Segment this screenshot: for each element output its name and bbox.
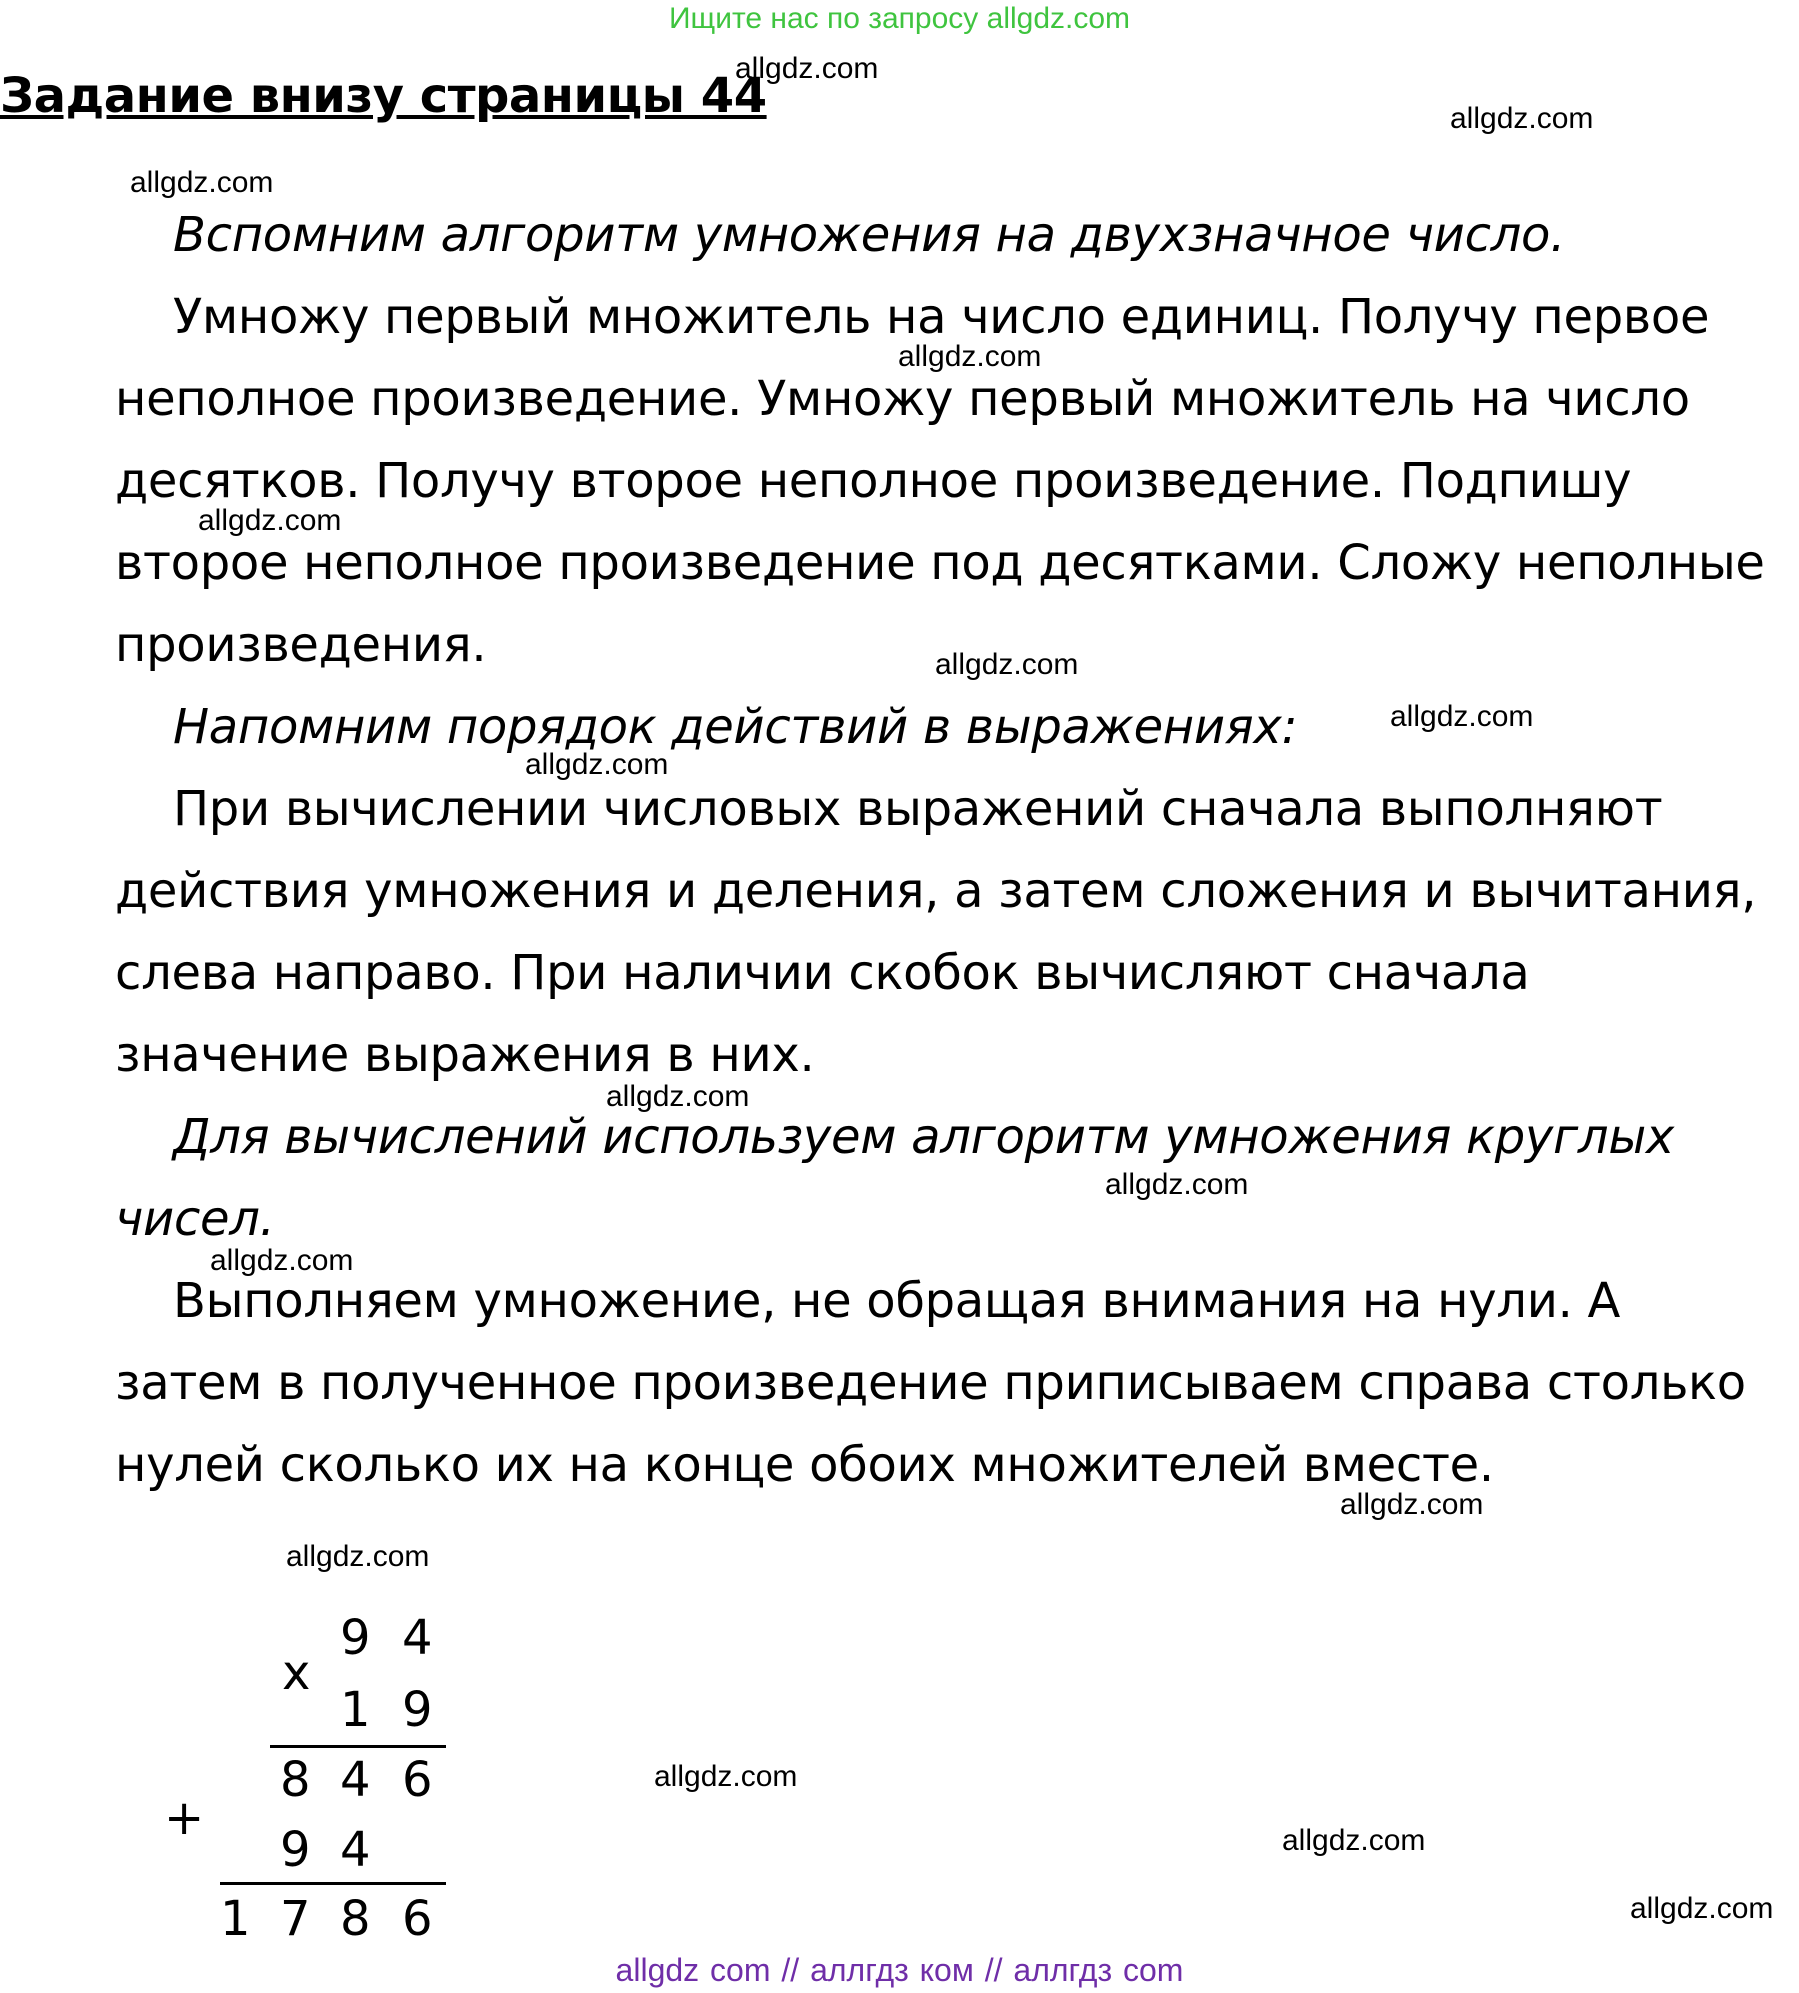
result-digit: 7 [280, 1891, 311, 1947]
watermark: allgdz.com [1340, 1488, 1484, 1521]
watermark: allgdz.com [210, 1244, 354, 1277]
factor1-digit: 9 [340, 1610, 371, 1666]
search-hint: Ищите нас по запросу allgdz.com [668, 2, 1131, 35]
watermark: allgdz.com [1630, 1892, 1774, 1925]
watermark: allgdz.com [1282, 1824, 1426, 1857]
paragraph-6: Выполняем умножение, не обращая внимания на нули. А затем в полученное произведение приписываем справа столько нулей сколько их на конце обоих множителей вместе. [115, 1273, 1746, 1493]
result-digit: 6 [402, 1891, 433, 1947]
watermark: allgdz.com [286, 1540, 430, 1573]
page-title: Задание внизу страницы 44 [0, 68, 767, 124]
paragraph-5: Для вычислений используем алгоритм умножения круглых чисел. [115, 1109, 1675, 1247]
rule-line [270, 1745, 446, 1748]
result-digit: 1 [220, 1891, 251, 1947]
watermark: allgdz.com [1450, 102, 1594, 135]
paragraph-4: При вычислении числовых выражений сначала выполняют действия умножения и деления, а затем сложения и вычитания, слева направо. При наличии скобок вычисляют сначала значение выражения в них. [115, 781, 1757, 1083]
paragraph-2: Умножу первый множитель на число единиц. Получу первое неполное произведение. Умножу первый множитель на число десятков. Получу второе неполное произведение. Подпишу второе неполное произведение под десятками. Сложу неполные произведения. [115, 289, 1765, 673]
partial1-digit: 6 [402, 1752, 433, 1808]
watermark: allgdz.com [198, 504, 342, 537]
watermark: allgdz.com [1105, 1168, 1249, 1201]
factor1-digit: 4 [402, 1610, 433, 1666]
watermark: allgdz.com [935, 648, 1079, 681]
factor2-digit: 1 [340, 1682, 371, 1738]
multiply-sign: x [282, 1645, 311, 1701]
footer-mirrors: allgdz com // аллгдз ком // аллгдз com [615, 1952, 1184, 1988]
paragraph-1: Вспомним алгоритм умножения на двухзначное число. [173, 207, 1566, 263]
rule-line [220, 1882, 446, 1885]
watermark: allgdz.com [525, 748, 669, 781]
factor2-digit: 9 [402, 1682, 433, 1738]
partial2-digit: 4 [340, 1822, 371, 1878]
paragraph-3: Напомним порядок действий в выражениях: [173, 699, 1298, 755]
plus-sign: + [164, 1790, 205, 1846]
watermark: allgdz.com [606, 1080, 750, 1113]
watermark: allgdz.com [1390, 700, 1534, 733]
watermark: allgdz.com [654, 1760, 798, 1793]
partial1-digit: 4 [340, 1752, 371, 1808]
watermark: allgdz.com [898, 340, 1042, 373]
watermark: allgdz.com [130, 166, 274, 199]
partial1-digit: 8 [280, 1752, 311, 1808]
partial2-digit: 9 [280, 1822, 311, 1878]
result-digit: 8 [340, 1891, 371, 1947]
watermark: allgdz.com [735, 52, 879, 85]
